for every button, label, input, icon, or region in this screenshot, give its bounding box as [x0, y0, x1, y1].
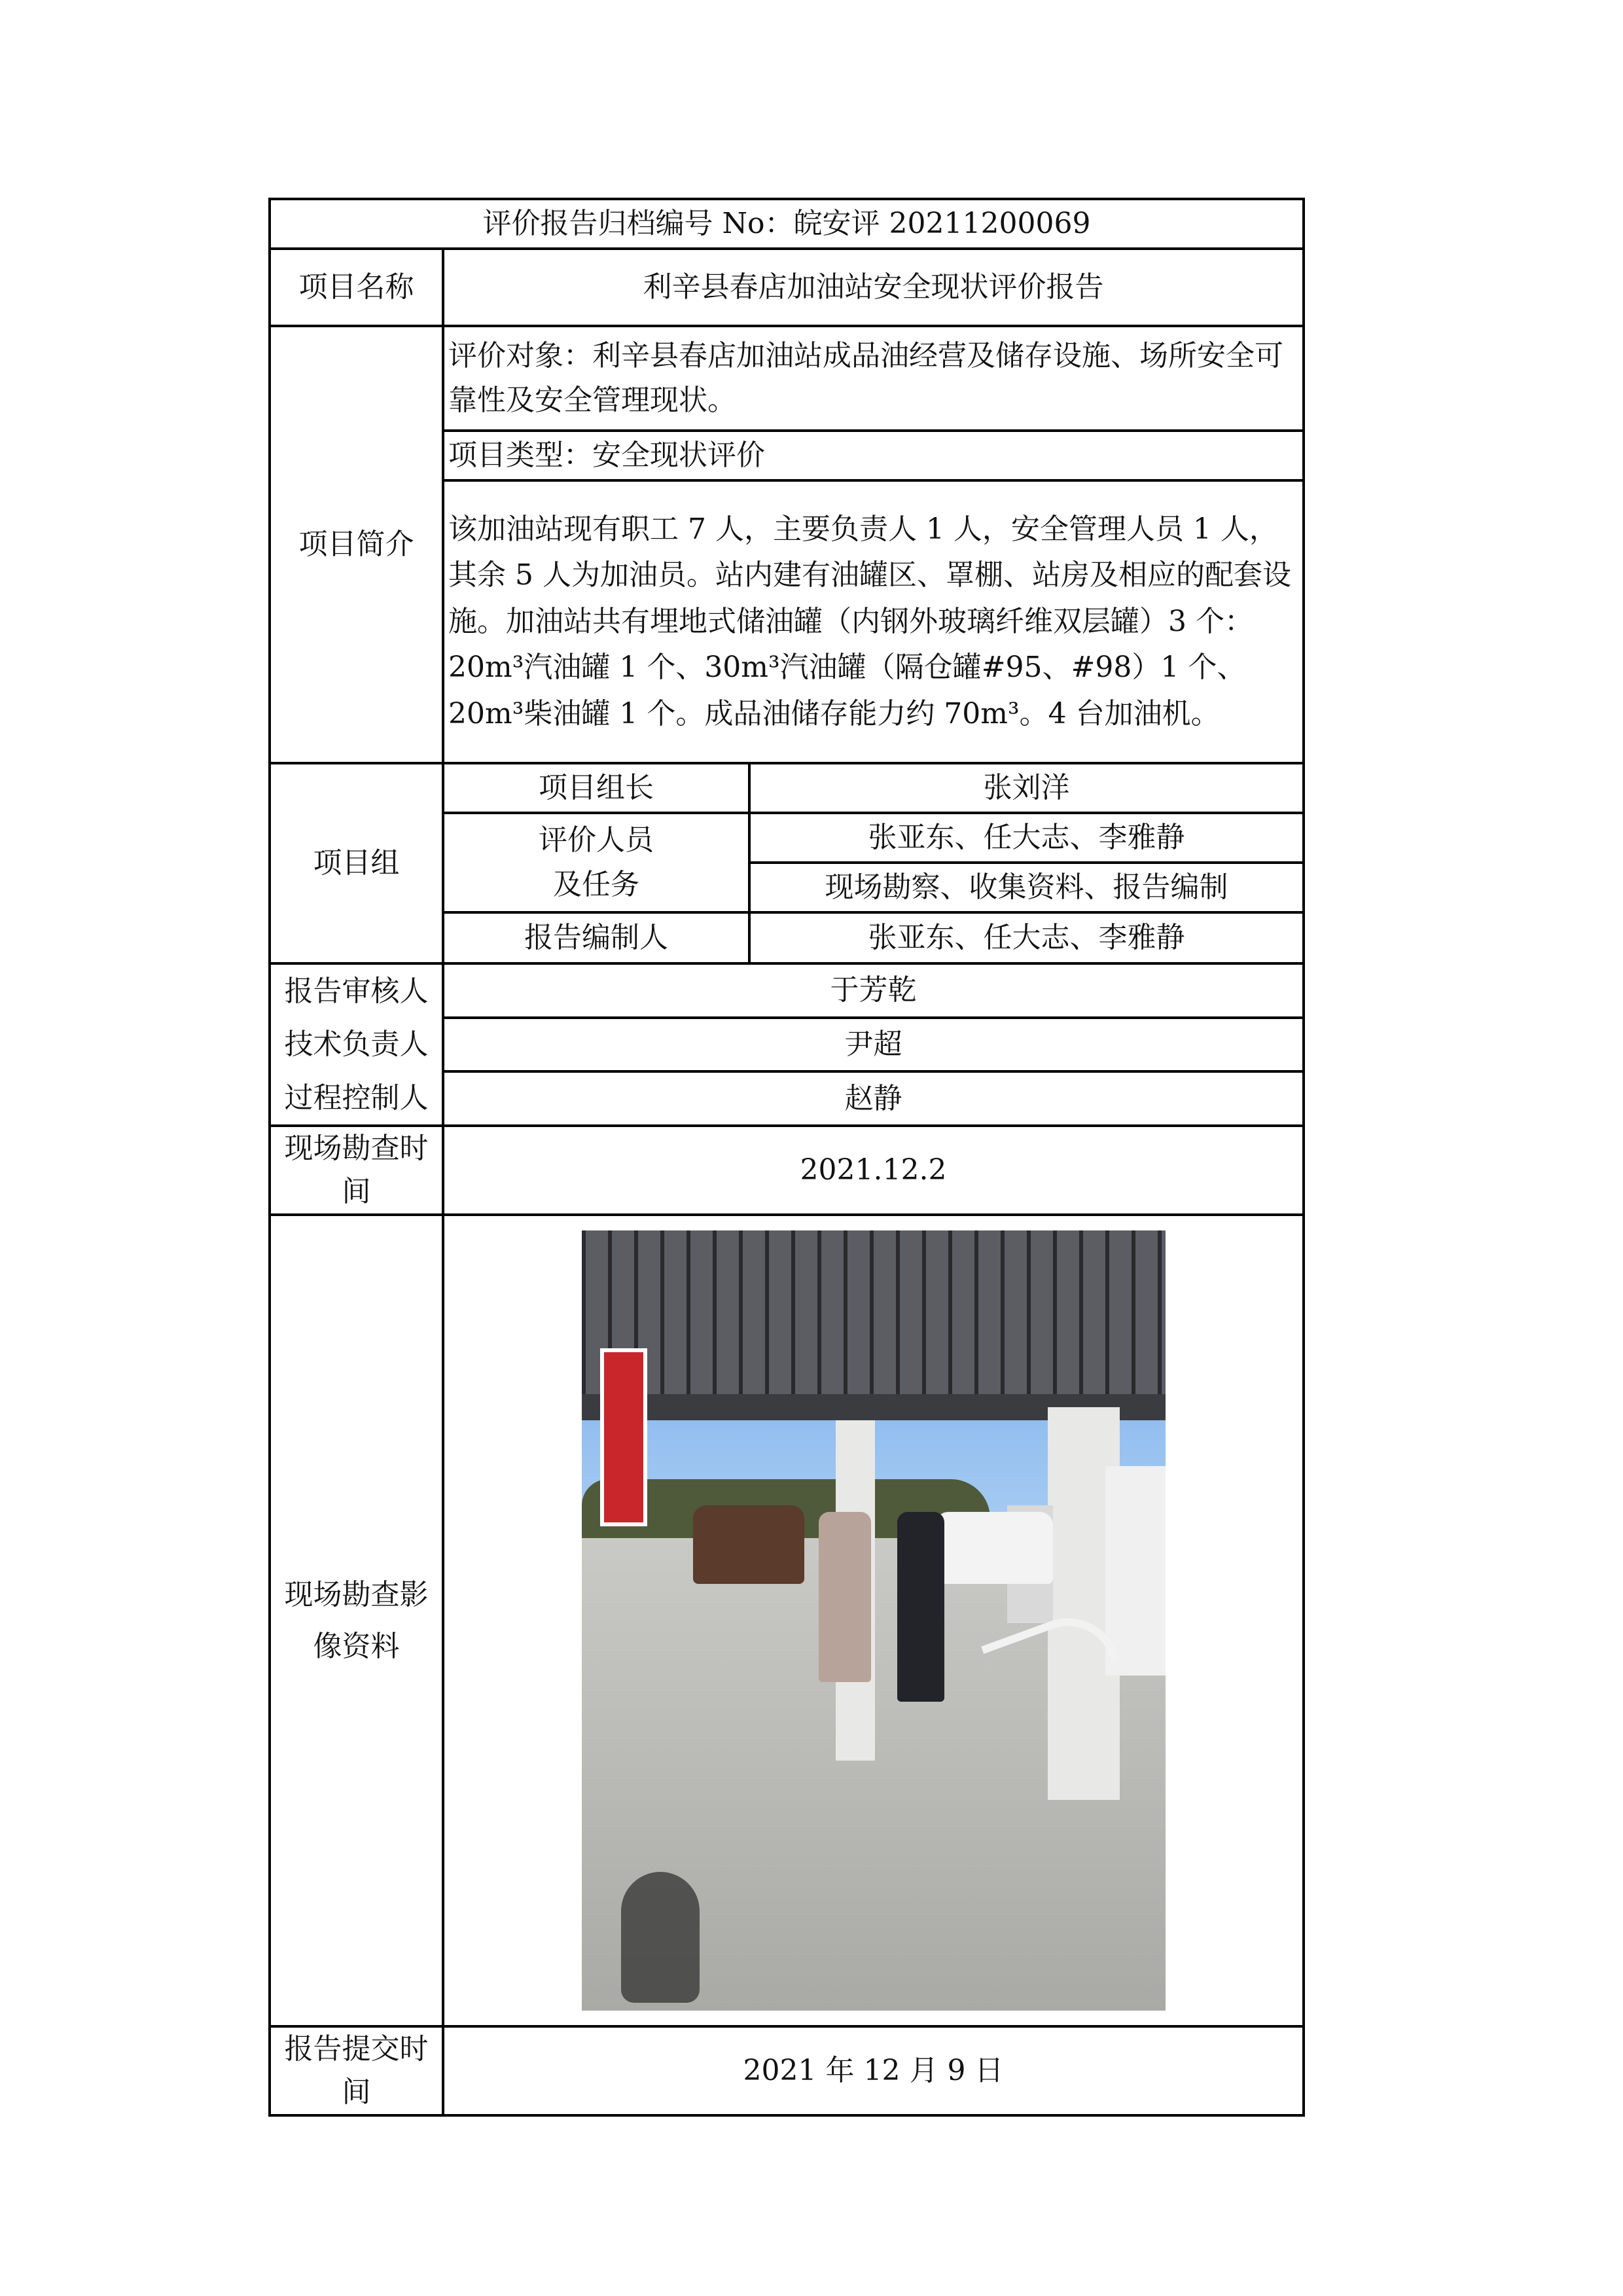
project-name-label: 项目名称	[270, 249, 443, 326]
photo-person-2	[897, 1512, 944, 1702]
project-description: 该加油站现有职工 7 人，主要负责人 1 人，安全管理人员 1 人，其余 5 人为加油员。站内建有油罐区、罩棚、站房及相应的配套设施。加油站共有埋地式储油罐（内钢外玻璃纤维双层罐）3 个：20m³汽油罐 1 个、30m³汽油罐（隔仓罐#95、#98）1 个、20m³柴油罐 1 个。成品油储存能力约 70m³。4 台加油机。	[443, 480, 1304, 763]
photo-car-brown	[693, 1505, 804, 1584]
team-leader-label: 项目组长	[443, 763, 749, 813]
evaluation-info-table	[268, 198, 1305, 2117]
archive-number: 评价报告归档编号 No：皖安评 20211200069	[270, 199, 1304, 249]
project-intro-label: 项目简介	[270, 326, 443, 763]
compilers: 张亚东、任大志、李雅静	[749, 912, 1304, 963]
project-type: 项目类型：安全现状评价	[443, 431, 1304, 480]
photo-person-1	[819, 1512, 871, 1682]
photo-photographer-shadow	[621, 1872, 700, 2003]
survey-photo	[582, 1230, 1166, 2011]
tech-lead: 尹超	[443, 1018, 1304, 1072]
reviewer: 于芳乾	[443, 963, 1304, 1018]
reviewer-label: 报告审核人	[284, 975, 429, 1008]
photo-car-white	[935, 1512, 1053, 1584]
photo-sign	[600, 1348, 647, 1526]
photo-canopy	[582, 1230, 1166, 1394]
tasks: 现场勘察、收集资料、报告编制	[749, 863, 1304, 912]
photo-pump-2	[1105, 1466, 1166, 1676]
survey-image-label: 现场勘查影像资料	[270, 1215, 443, 2026]
team-leader: 张刘洋	[749, 763, 1304, 813]
process-controller: 赵静	[443, 1071, 1304, 1126]
survey-time: 2021.12.2	[443, 1126, 1304, 1215]
survey-time-label: 现场勘查时间	[270, 1126, 443, 1215]
tech-lead-label: 技术负责人	[284, 1028, 429, 1062]
evaluators: 张亚东、任大志、李雅静	[749, 813, 1304, 863]
submit-time-label: 报告提交时间	[270, 2026, 443, 2115]
project-name-value: 利辛县春店加油站安全现状评价报告	[443, 249, 1304, 326]
submit-time: 2021 年 12 月 9 日	[443, 2026, 1304, 2115]
survey-photo-cell	[443, 1215, 1304, 2026]
process-controller-label: 过程控制人	[284, 1081, 429, 1115]
compilers-label: 报告编制人	[443, 912, 749, 963]
project-team-label: 项目组	[270, 763, 443, 963]
evaluators-label: 评价人员 及任务	[443, 813, 749, 912]
evaluation-object: 评价对象：利辛县春店加油站成品油经营及储存设施、场所安全可靠性及安全管理现状。	[443, 326, 1304, 431]
reviewer-labels-cell	[270, 963, 443, 1126]
